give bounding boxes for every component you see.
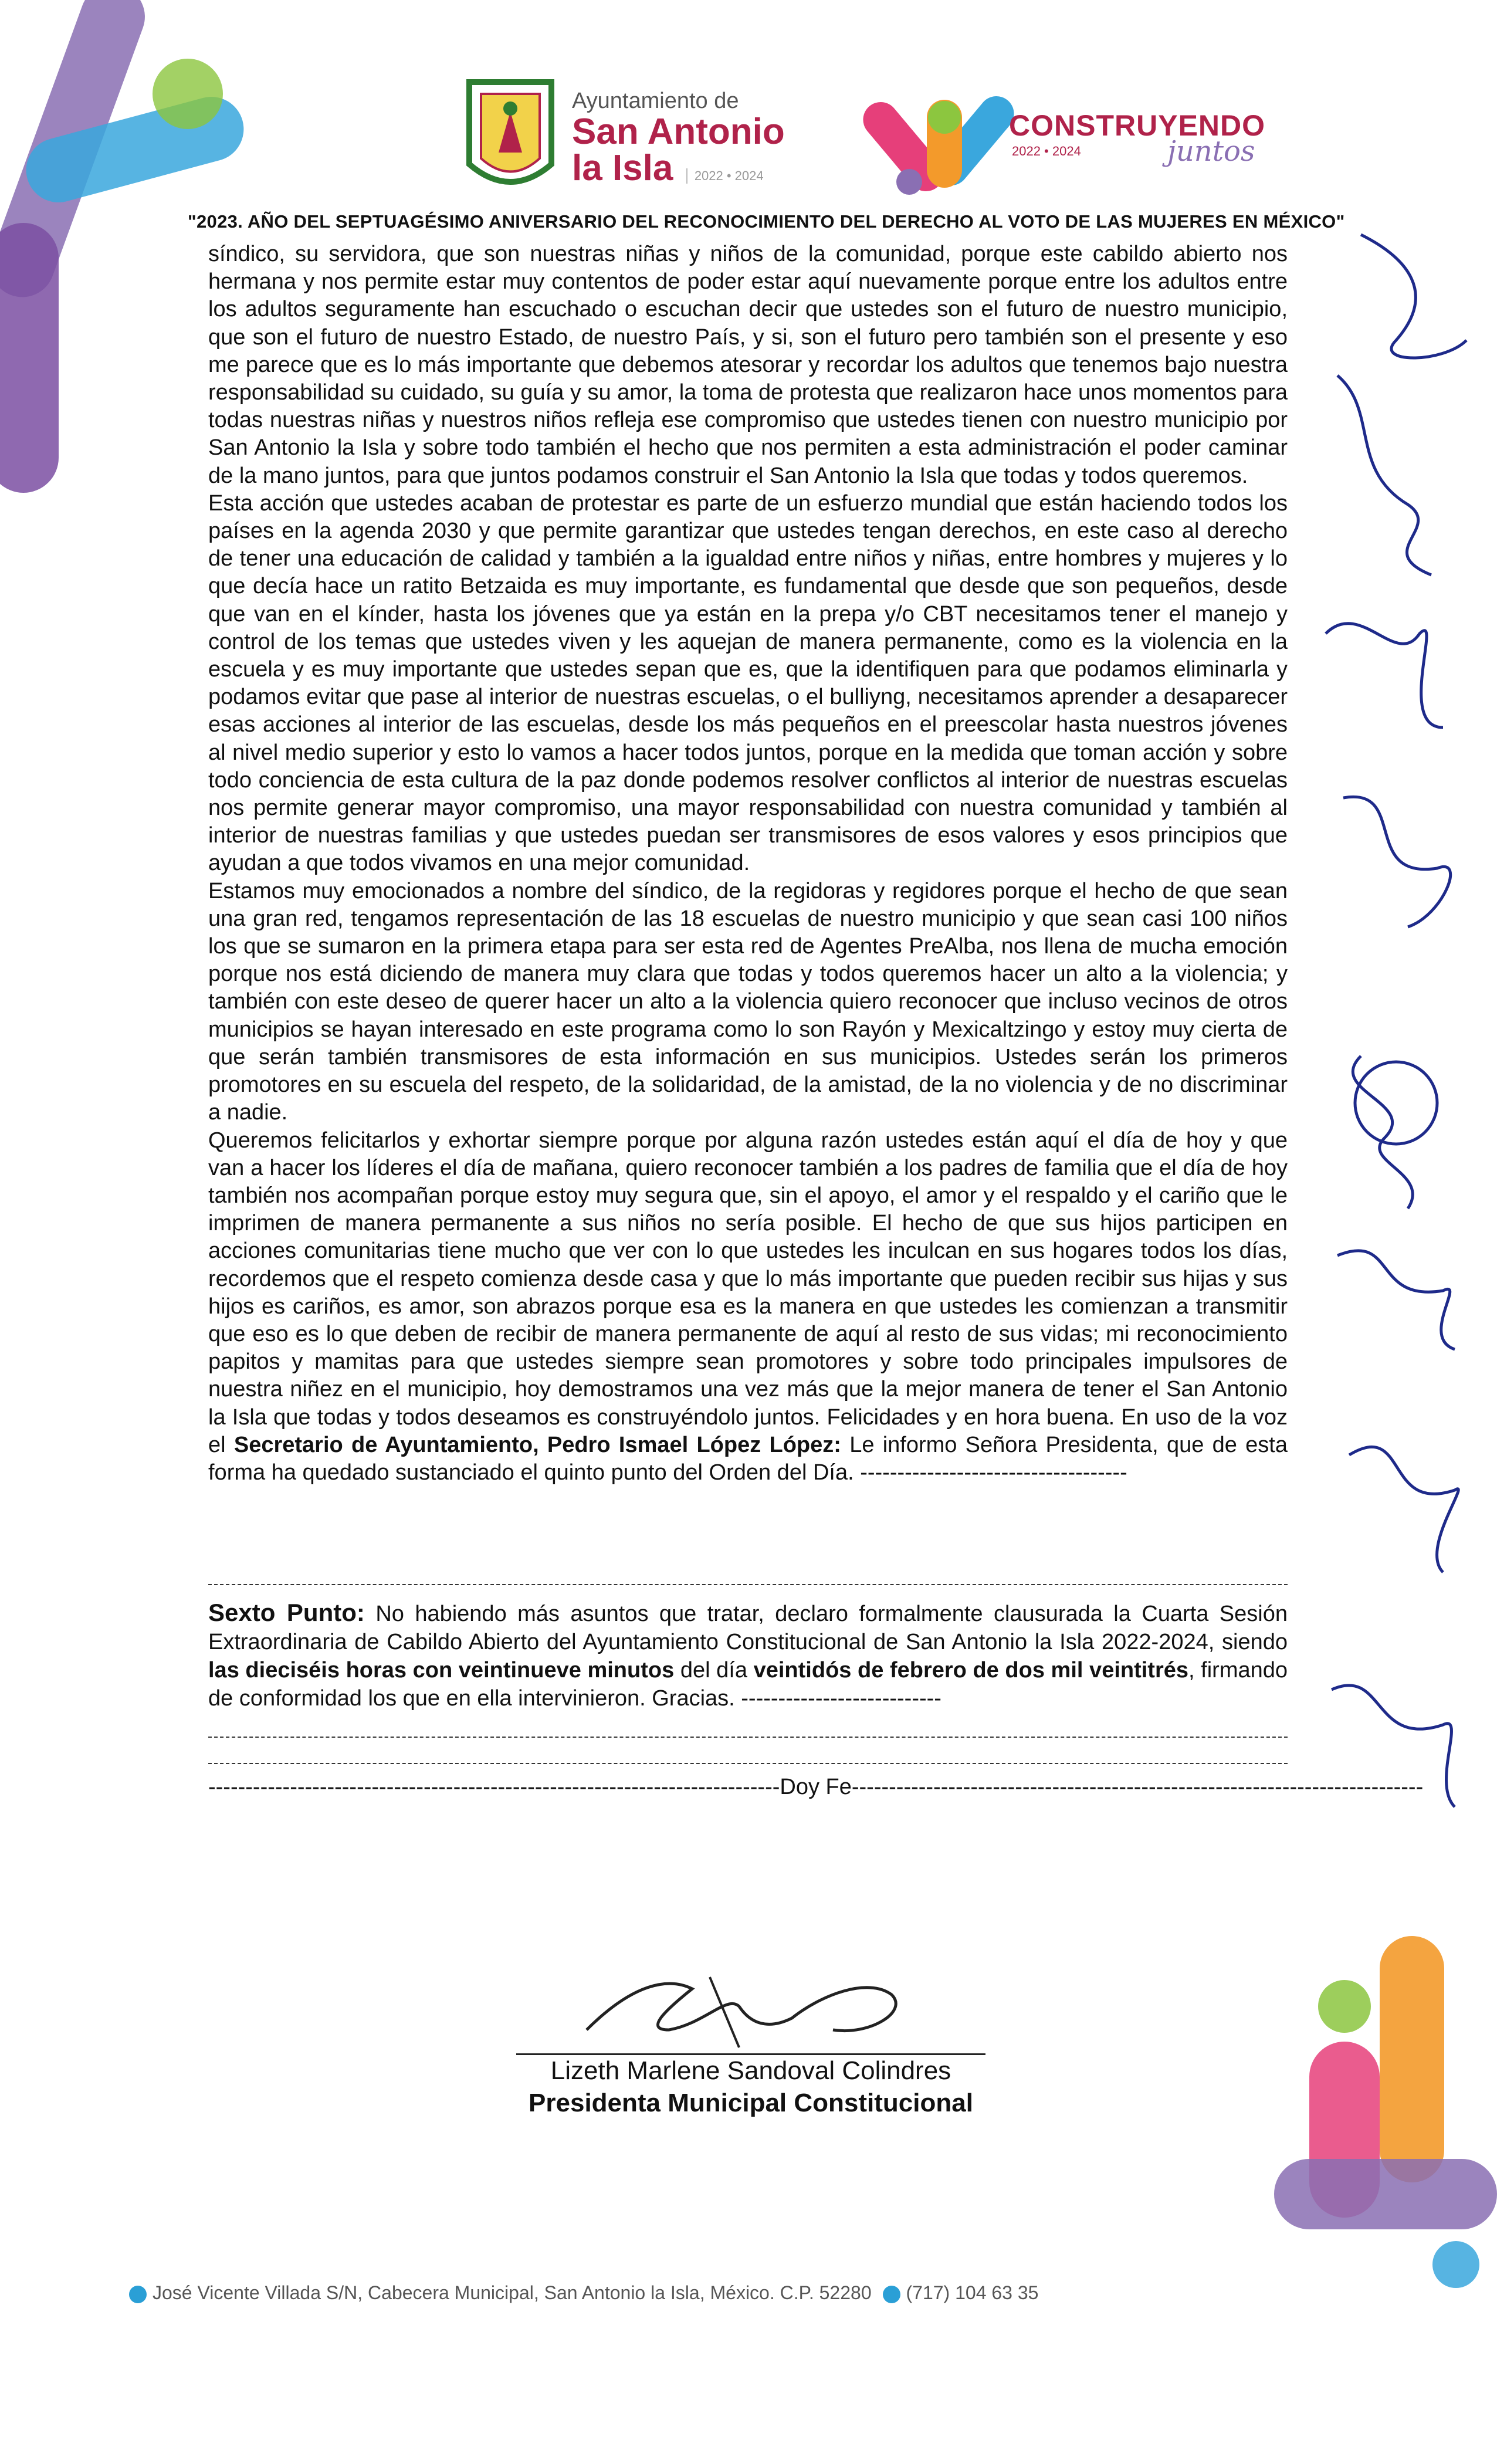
footer-phone: (717) 104 63 35: [906, 2282, 1039, 2303]
brand-block: [572, 88, 807, 187]
letterhead: [0, 65, 1497, 205]
sexto-label: Sexto Punto:: [208, 1599, 365, 1626]
sexto-text-2: del día: [680, 1658, 747, 1683]
dashed-rule: [208, 1737, 1288, 1738]
decorative-shapes-bottom-right: [1262, 1936, 1497, 2288]
paragraph-2: Esta acción que ustedes acaban de protestar es parte de un esfuerzo mundial que están haciendo todos los países en la agenda 2030 y que permite garantizar que ustedes tengan derechos, en este caso al derecho de tener una educación de calidad y también a la igualdad entre niños y niñas, entre hombres y mujeres y lo que decía hace un ratito Betzaida es muy importante, es fundamental que desde que son pequeños, desde que van en el kínder, hasta los jóvenes que ya están en la prepa y/o CBT necesitamos tener el manejo y control de los temas que ustedes viven y les aquejan de manera permanente, como es la violencia en la escuela y es muy importante que ustedes sepan que es, que la identifiquen para que podamos eliminarla y podamos evitar que pase al interior de nuestras escuelas, o el bulliyng, necesitamos aprender a desaparecer esas acciones al interior de las escuelas, desde los más pequeños en el preescolar hasta nuestros jóvenes al nivel medio superior y esto lo vamos a hacer todos juntos, porque en la medida que toman acción y sobre todo conciencia de esta cultura de la paz donde podemos resolver conflictos al interior de nuestras escuelas nos permite generar mayor compromiso, una mayor responsabilidad con nuestra comunidad y también al interior de nuestras familias y que ustedes puedan ser transmisores de esos valores y esos principios que ayudan a que todos vivamos en una mejor comunidad.: [208, 490, 1288, 876]
brand-subtitle: Ayuntamiento de: [572, 89, 739, 113]
sexto-time: las dieciséis horas con veintinueve minutos: [208, 1658, 675, 1683]
signatory-role: Presidenta Municipal Constitucional: [529, 2089, 973, 2117]
year-motto: "2023. AÑO DEL SEPTUAGÉSIMO ANIVERSARIO DEL RECONOCIMIENTO DEL DERECHO AL VOTO DE LAS MUJERES EN MÉXICO": [188, 211, 1345, 232]
signature-line: [516, 2053, 985, 2055]
sexto-punto: [208, 1599, 1288, 1712]
minutes-body: [208, 241, 1288, 1487]
sexto-date: veintidós de febrero de dos mil veintitrés: [753, 1658, 1189, 1683]
brand-years: 2022 • 2024: [686, 168, 764, 184]
signatory-name: Lizeth Marlene Sandoval Colindres: [550, 2056, 951, 2085]
location-pin-icon: [129, 2286, 147, 2303]
paragraph-4: [208, 1127, 1288, 1487]
paragraph-4-text: Queremos felicitarlos y exhortar siempre porque por alguna razón ustedes están aquí el día de hoy y que van a hacer los líderes el día de mañana, quiero reconocer también a los padres de familia que el día de hoy también nos acompañan porque estoy muy segura que, sin el apoyo, el amor y el respaldo y el cariño que le imprimen de manera permanente a sus niños no sería posible. El hecho de que sus hijos participen en acciones comunitarias tiene mucho que ver con lo que ustedes les inculcan en sus hogares todos los días, recordemos que el respeto comienza desde casa y que lo más importante que pueden recibir sus hijas y sus hijos es cariños, es amor, son abrazos porque esa es la manera en que ustedes les comienzan a transmitir que eso es lo que deben de recibir de manera permanente de aquí al resto de sus vidas; mi reconocimiento papitos y mamitas para que ustedes siempre sean promotores y sobre todo principales impulsores de nuestra niñez en el municipio, hoy demostramos una vez más que la mejor manera de tener el San Antonio la Isla que todas y todos deseamos es construyéndolo juntos. Felicidades y en hora buena. En uso de la voz el: [208, 1128, 1288, 1457]
construyendo-title: CONSTRUYENDO: [1009, 109, 1266, 142]
dashed-rule: [208, 1584, 1288, 1585]
brand-title-line2: la Isla: [572, 148, 673, 188]
construyendo-juntos: juntos: [1167, 135, 1255, 168]
paragraph-4-end: Le informo Señora Presidenta, que de esta forma ha quedado sustanciado el quinto punto del Orden del Día. ------------------------------------: [208, 1432, 1288, 1485]
footer-contact: [129, 2282, 1126, 2304]
sexto-text-1: No habiendo más asuntos que tratar, declaro formalmente clausurada la Cuarta Sesión Extraordinaria de Cabildo Abierto del Ayuntamiento Constitucional de San Antonio la Isla 2022-2024, siendo: [208, 1602, 1288, 1654]
footer-address: José Vicente Villada S/N, Cabecera Municipal, San Antonio la Isla, México. C.P. 52280: [153, 2282, 872, 2303]
construyendo-logo-icon: [874, 82, 1015, 199]
sexto-text-3: , firmando de conformidad los que en ella intervinieron. Gracias. ---------------------------: [208, 1658, 1288, 1711]
margin-signatures-icon: [1291, 223, 1490, 1959]
doy-fe-line: -----------------------------------------------------------------------------Doy Fe-----------------------------------------------------------------------------: [208, 1775, 1424, 1799]
dashed-rule: [208, 1763, 1288, 1764]
phone-icon: [883, 2286, 900, 2303]
construyendo-years: 2022 • 2024: [1012, 144, 1081, 158]
secretary-label: Secretario de Ayuntamiento, Pedro Ismael López López:: [233, 1432, 841, 1457]
brand-title-line1: San Antonio: [572, 111, 785, 152]
paragraph-1: síndico, su servidora, que son nuestras niñas y niños de la comunidad, porque este cabildo abierto nos hermana y nos permite estar muy contentos de poder estar aquí nuevamente porque entre los adultos entre los adultos seguramente han escuchado o escuchan decir que ustedes son el futuro de nuestro municipio, que son el futuro de nuestro Estado, de nuestro País, y si, son el futuro pero también son el presente y eso me parece que es lo más importante que debemos atesorar y recordar los adultos que tenemos bajo nuestra responsabilidad su cuidado, su guía y su amor, la toma de protesta que realizaron hace unos momentos para todas nuestras niñas y nuestros niños refleja ese compromiso que ustedes tienen con nuestro municipio por San Antonio la Isla y sobre todo también el hecho que nos permiten a esta administración el poder caminar de la mano juntos, para que juntos podamos construir el San Antonio la Isla que todas y todos queremos.: [208, 242, 1288, 488]
handwritten-signature-icon: [516, 1959, 985, 2065]
municipal-seal-icon: [458, 76, 563, 199]
paragraph-3: Estamos muy emocionados a nombre del síndico, de la regidoras y regidores porque el hecho de que sean una gran red, tengamos representación de las 18 escuelas de nuestro municipio y que sean casi 100 niños los que se sumaron en la primera etapa para ser esta red de Agentes PreAlba, nos llena de mucha emoción porque nos está diciendo de manera muy clara que todas y todos queremos hacer un alto a la violencia; y también con este deseo de querer hacer un alto a la violencia quiero reconocer que incluso vecinos de otros municipios se hayan interesado en este programa como lo son Rayón y Mexicaltzingo y estoy muy cierta de que serán también transmisores de esta información en sus municipios. Ustedes serán los primeros promotores en su escuela del respeto, de la solidaridad, de la amistad, de la no violencia y de no discriminar a nadie.: [208, 878, 1288, 1125]
